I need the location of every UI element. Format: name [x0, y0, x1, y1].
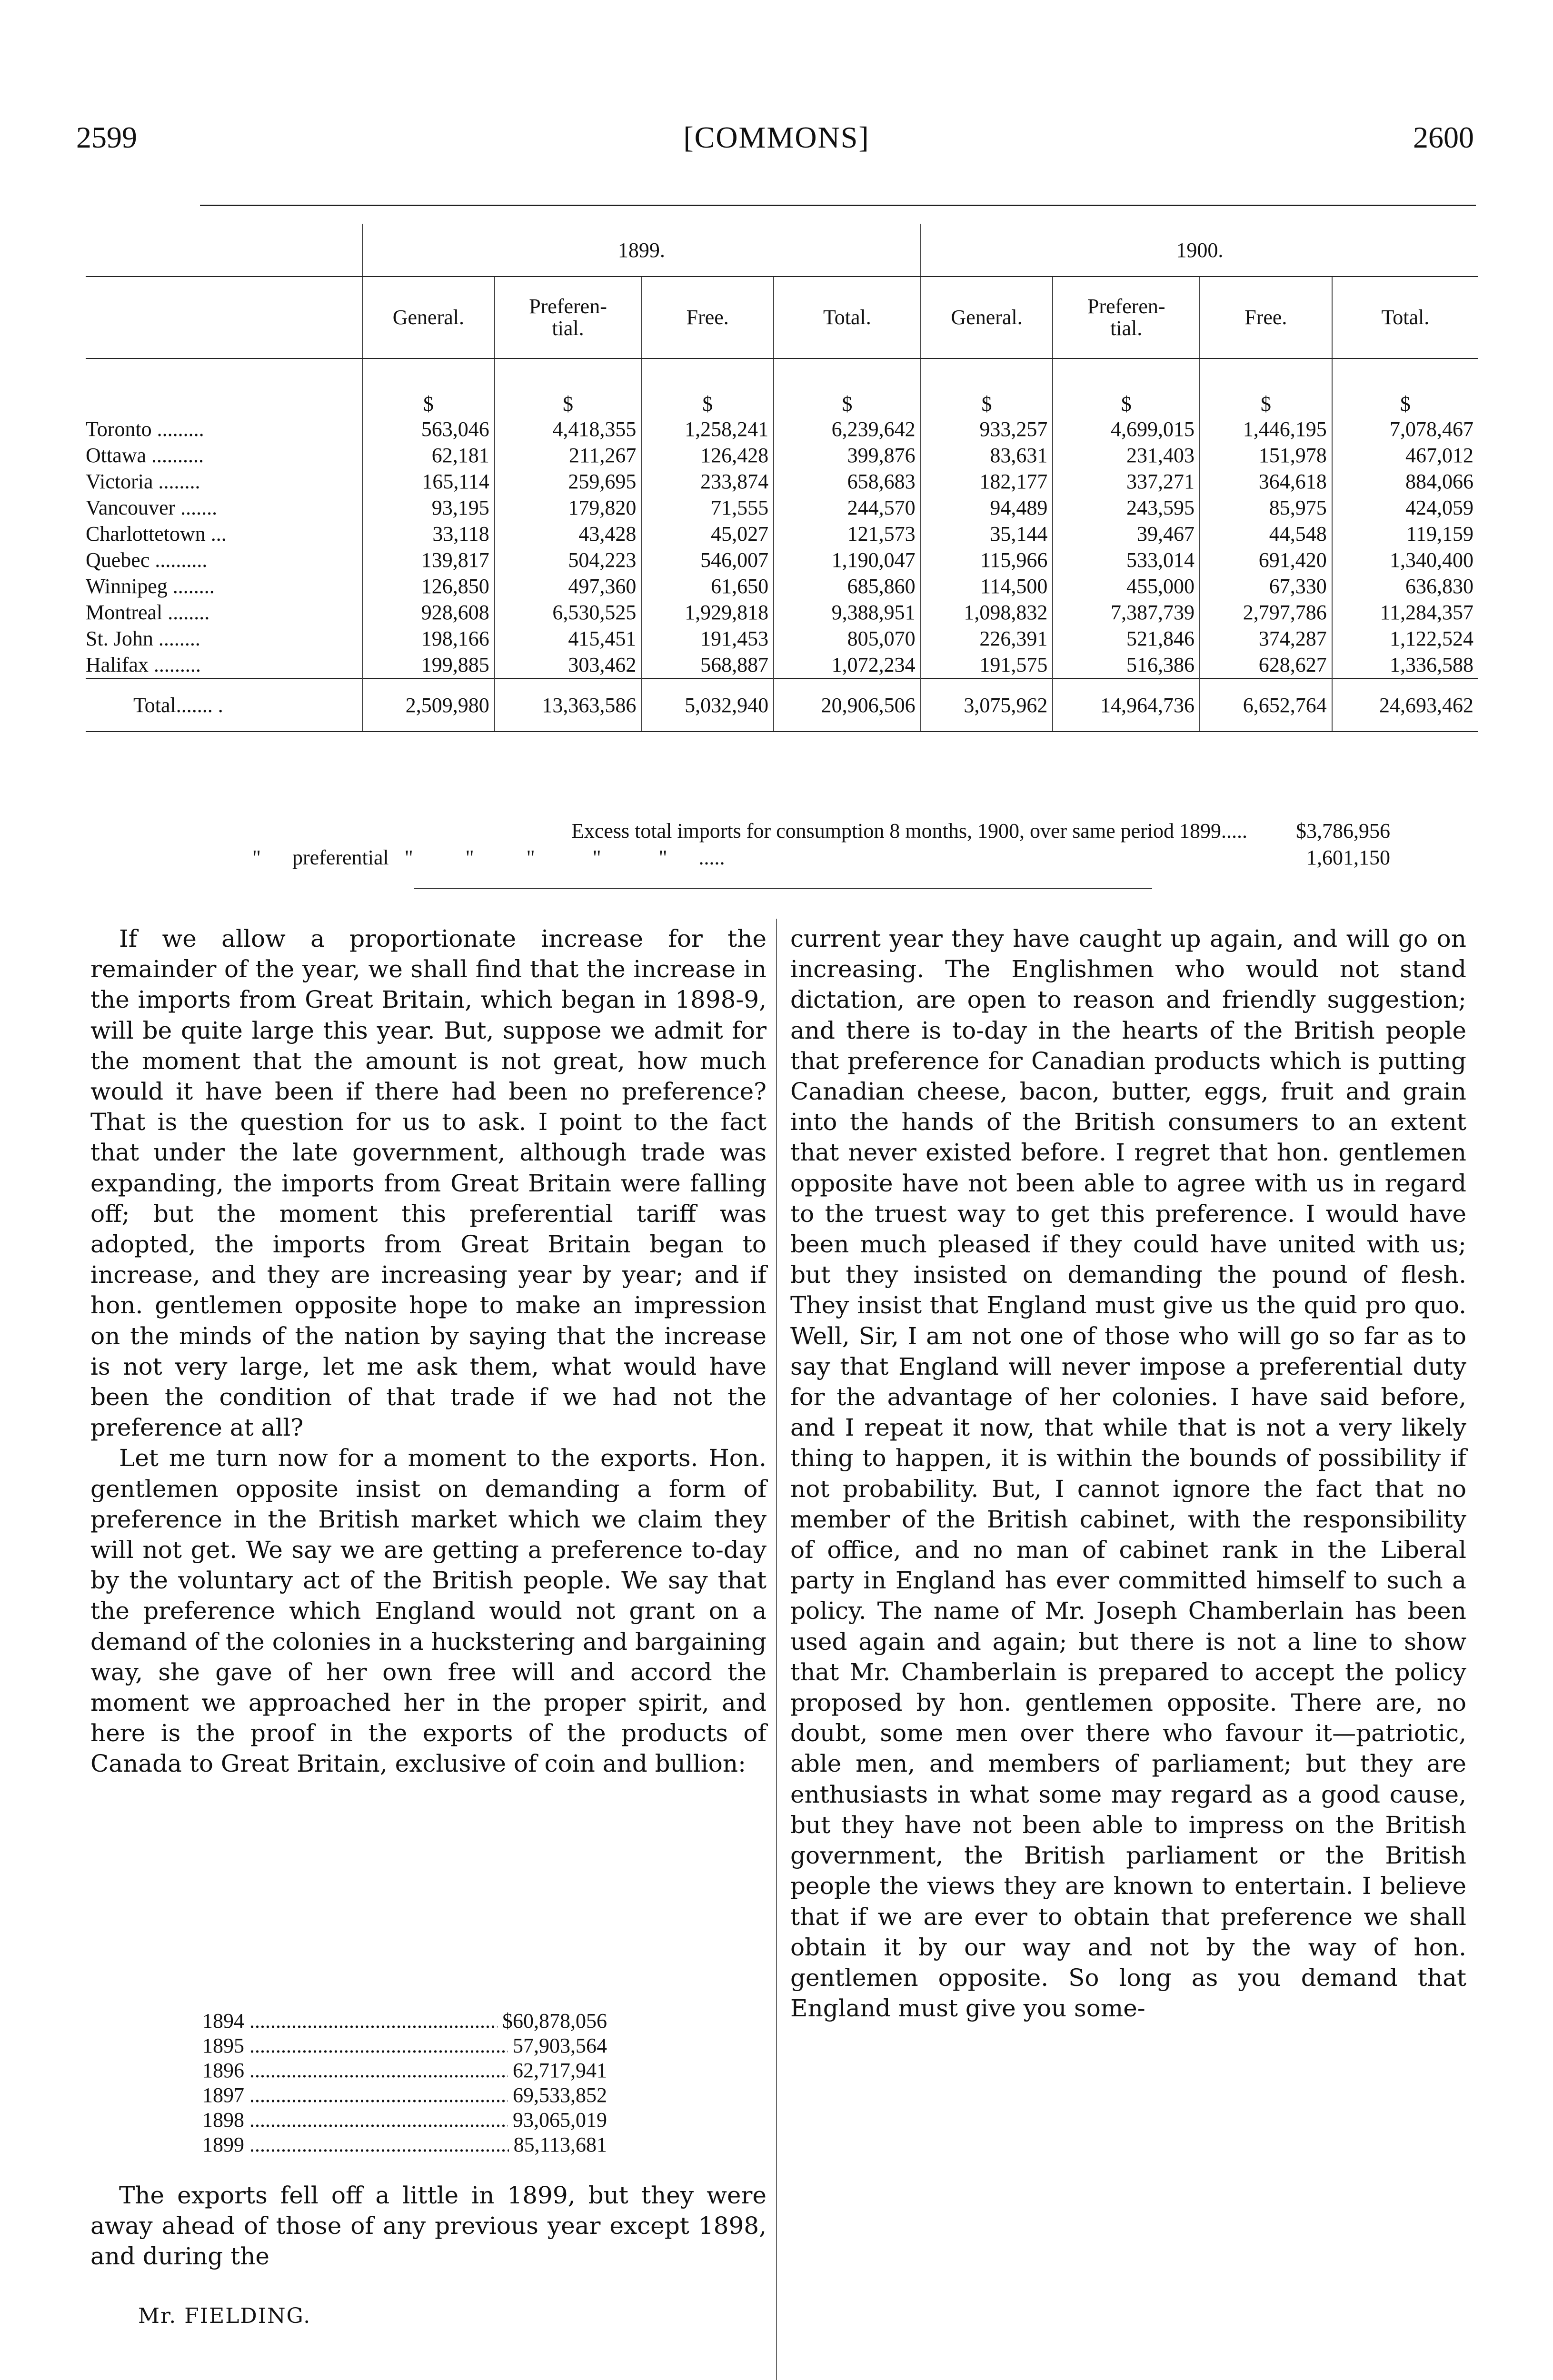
column-divider — [776, 919, 777, 2380]
column-header-row — [86, 277, 1478, 358]
total-row — [86, 678, 1478, 732]
table-cell: 243,595 — [1053, 495, 1200, 521]
excess-line1-value: $3,786,956 — [1296, 819, 1390, 843]
table-row — [86, 652, 1478, 678]
table-cell: 516,386 — [1053, 652, 1200, 678]
table-cell: 139,817 — [362, 547, 495, 573]
table-cell: 14,964,736 — [1053, 678, 1200, 732]
table-cell: 9,388,951 — [774, 599, 921, 625]
currency-symbol: $ — [774, 358, 921, 416]
city-label: Ottawa .......... — [86, 444, 204, 467]
left-column-bottom — [90, 2180, 767, 2272]
table-body — [86, 416, 1478, 732]
table-cell: 62,181 — [362, 442, 495, 468]
table-cell: 44,548 — [1200, 521, 1332, 547]
table-cell: 6,239,642 — [774, 416, 921, 442]
left-paragraph-1: If we allow a proportionate increase for the remainder of the year, we shall find that the increase in the imports from Great Britain, which began in 1898-9, will be quite large this year. But, suppose we admit for the moment that the amount is not great, how much would it have been if there had been no preference? That is the question for us to ask. I point to the fact that under the late government, although trade was expanding, the imports from Great Britain were falling off; but the moment this preferential tariff was adopted, the imports from Great Britain began to increase, and they are increasing year by year; and if hon. gentlemen opposite hope to make an impression on the minds of the nation by saying that the increase is not very large, let me ask them, what would have been the condition of that trade if we had not the preference at all? — [90, 925, 767, 1442]
export-row — [202, 2108, 607, 2132]
table-cell: 337,271 — [1053, 468, 1200, 495]
table-cell: 165,114 — [362, 468, 495, 495]
table-cell: 805,070 — [774, 625, 921, 652]
export-row — [202, 2009, 607, 2033]
table-cell: 424,059 — [1332, 495, 1478, 521]
table-row — [86, 599, 1478, 625]
table-cell: 364,618 — [1200, 468, 1332, 495]
table-cell: 20,906,506 — [774, 678, 921, 732]
table-cell: 1,190,047 — [774, 547, 921, 573]
header-rule — [200, 205, 1476, 206]
table-cell: 884,066 — [1332, 468, 1478, 495]
page-number-right: 2600 — [1413, 120, 1474, 154]
table-cell: 3,075,962 — [921, 678, 1053, 732]
table-cell: 211,267 — [495, 442, 642, 468]
page-number-left: 2599 — [76, 120, 137, 154]
table-cell: 7,387,739 — [1053, 599, 1200, 625]
table-cell: 39,467 — [1053, 521, 1200, 547]
export-year: 1897 ..... — [202, 2083, 508, 2108]
table-cell: 568,887 — [641, 652, 774, 678]
table-cell: 93,195 — [362, 495, 495, 521]
export-row — [202, 2033, 607, 2058]
table-cell: 415,451 — [495, 625, 642, 652]
table-cell: 61,650 — [641, 573, 774, 599]
table-cell: 636,830 — [1332, 573, 1478, 599]
right-paragraph-1: current year they have caught up again, and will go on increasing. The Englishmen who would not stand dictation, are open to reason and friendly suggestion; and there is to-day in the hearts of the British people that preference for Canadian products which is putting Canadian cheese, bacon, butter, eggs, fruit and grain into the hands of the British consumers to an extent that never existed before. I regret that hon. gentlemen opposite have not been able to agree with us in regard to the truest way to get this preference. I would have been much pleased if they could have united with us; but they insisted on demanding the pound of flesh. They insist that England must give us the quid pro quo. Well, Sir, I am not one of those who will go so far as to say that England will never impose a preferential duty for the advantage of her colonies. I have said before, and I repeat it now, that while that is not a very likely thing to happen, it is within the bounds of possibility if not probability. But, I cannot ignore the fact that no member of the British cabinet, with the responsibility of office, and no man of cabinet rank in the Liberal party in England has ever committed himself to such a policy. The name of Mr. Joseph Chamberlain has been used again and again; but there is not a line to show that Mr. Chamberlain is prepared to accept the policy proposed by hon. gentlemen opposite. There are, no doubt, some men over there who favour it—patriotic, able men, and members of parliament; but they are enthusiasts in what some may regard as a good cause, but they have not been able to impress on the British government, the British parliament or the British people the views they are known to entertain. I believe that if we are ever to obtain that preference we shall obtain it by our way and not by the way of hon. gentlemen opposite. So long as you demand that England must give you some- — [790, 925, 1466, 2023]
table-cell: 521,846 — [1053, 625, 1200, 652]
table-cell: 658,683 — [774, 468, 921, 495]
table-cell: 1,446,195 — [1200, 416, 1332, 442]
table-cell: 533,014 — [1053, 547, 1200, 573]
city-label: Victoria ........ — [86, 470, 200, 493]
table-cell: 504,223 — [495, 547, 642, 573]
excess-line1-label: Excess total imports for consumption 8 months, 1900, over same period 1899..... — [571, 819, 1247, 843]
table-cell: 374,287 — [1200, 625, 1332, 652]
table-cell: 233,874 — [641, 468, 774, 495]
table-cell: 1,258,241 — [641, 416, 774, 442]
table-cell: 198,166 — [362, 625, 495, 652]
export-value: 57,903,564 — [513, 2034, 607, 2057]
column-header: Total. — [1332, 277, 1478, 358]
table-cell: 399,876 — [774, 442, 921, 468]
excess-note — [200, 819, 1390, 872]
excess-rule — [414, 888, 1152, 889]
city-label: Halifax ......... — [86, 653, 201, 676]
speaker-name: Mr. FIELDING. — [138, 2304, 311, 2328]
city-label: Winnipeg ........ — [86, 575, 215, 598]
table-cell: 191,453 — [641, 625, 774, 652]
export-row — [202, 2058, 607, 2083]
column-header: General. — [362, 277, 495, 358]
city-label: Vancouver ....... — [86, 496, 218, 519]
city-label: Charlottetown ... — [86, 522, 227, 545]
table-cell: 199,885 — [362, 652, 495, 678]
export-year: 1895 ..... — [202, 2033, 508, 2058]
city-label: Montreal ........ — [86, 601, 210, 624]
table-cell: 71,555 — [641, 495, 774, 521]
table-cell: 563,046 — [362, 416, 495, 442]
table-cell: 11,284,357 — [1332, 599, 1478, 625]
table-cell: 231,403 — [1053, 442, 1200, 468]
table-cell: 67,330 — [1200, 573, 1332, 599]
left-paragraph-3: The exports fell off a little in 1899, but they were away ahead of those of any previous year except 1898, and during the — [90, 2182, 767, 2271]
currency-row — [86, 358, 1478, 416]
table-cell: 546,007 — [641, 547, 774, 573]
table-cell: 1,336,588 — [1332, 652, 1478, 678]
table-row — [86, 547, 1478, 573]
table-cell: 115,966 — [921, 547, 1053, 573]
table-cell: 85,975 — [1200, 495, 1332, 521]
table-row — [86, 625, 1478, 652]
table-cell: 2,509,980 — [362, 678, 495, 732]
column-header: Free. — [1200, 277, 1332, 358]
table-cell: 244,570 — [774, 495, 921, 521]
table-cell: 303,462 — [495, 652, 642, 678]
city-label: St. John ........ — [86, 627, 200, 650]
table-cell: 7,078,467 — [1332, 416, 1478, 442]
table-cell: 2,797,786 — [1200, 599, 1332, 625]
table-cell: 928,608 — [362, 599, 495, 625]
currency-symbol: $ — [921, 358, 1053, 416]
export-year: 1898 ..... — [202, 2108, 508, 2132]
table-row — [86, 468, 1478, 495]
table-cell: 151,978 — [1200, 442, 1332, 468]
table-cell: 6,530,525 — [495, 599, 642, 625]
table-cell: 114,500 — [921, 573, 1053, 599]
table-cell: 179,820 — [495, 495, 642, 521]
export-row — [202, 2132, 607, 2157]
column-header: Total. — [774, 277, 921, 358]
table-cell: 1,098,832 — [921, 599, 1053, 625]
currency-symbol: $ — [1200, 358, 1332, 416]
export-value: 62,717,941 — [513, 2059, 607, 2082]
table-cell: 1,340,400 — [1332, 547, 1478, 573]
currency-symbol: $ — [1053, 358, 1200, 416]
table-cell: 685,860 — [774, 573, 921, 599]
table-cell: 33,118 — [362, 521, 495, 547]
table-cell: 1,072,234 — [774, 652, 921, 678]
currency-symbol: $ — [495, 358, 642, 416]
table-row — [86, 442, 1478, 468]
table-cell: 5,032,940 — [641, 678, 774, 732]
export-year: 1896 ..... — [202, 2058, 508, 2083]
table-cell: 191,575 — [921, 652, 1053, 678]
table-cell: 94,489 — [921, 495, 1053, 521]
table-cell: 1,929,818 — [641, 599, 774, 625]
table-cell: 121,573 — [774, 521, 921, 547]
table-cell: 6,652,764 — [1200, 678, 1332, 732]
city-label: Total....... . — [86, 678, 362, 732]
table-cell: 126,428 — [641, 442, 774, 468]
currency-symbol: $ — [641, 358, 774, 416]
right-column — [790, 923, 1466, 2023]
export-value: 93,065,019 — [513, 2108, 607, 2132]
table-cell: 83,631 — [921, 442, 1053, 468]
table-cell: 45,027 — [641, 521, 774, 547]
export-year: 1894 ..... — [202, 2009, 498, 2033]
excess-line2-label: " preferential " " " " " ..... — [252, 846, 725, 869]
column-header: Preferen- tial. — [1053, 277, 1200, 358]
table-row — [86, 416, 1478, 442]
table-cell: 13,363,586 — [495, 678, 642, 732]
table-cell: 119,159 — [1332, 521, 1478, 547]
table-cell: 691,420 — [1200, 547, 1332, 573]
column-header: General. — [921, 277, 1053, 358]
table-cell: 933,257 — [921, 416, 1053, 442]
table-cell: 259,695 — [495, 468, 642, 495]
left-column-top — [90, 923, 767, 1779]
export-value: 69,533,852 — [513, 2083, 607, 2107]
city-label: Quebec .......... — [86, 548, 208, 572]
city-label: Toronto ......... — [86, 417, 204, 441]
table-cell: 455,000 — [1053, 573, 1200, 599]
excess-line2-value: 1,601,150 — [1306, 846, 1390, 869]
year-group-1900: 1900. — [921, 224, 1478, 277]
table-cell: 4,699,015 — [1053, 416, 1200, 442]
page-heading: [COMMONS] — [683, 120, 870, 154]
column-header: Free. — [641, 277, 774, 358]
table-cell: 126,850 — [362, 573, 495, 599]
export-value: $60,878,056 — [502, 2009, 607, 2033]
table-row — [86, 495, 1478, 521]
currency-symbol: $ — [362, 358, 495, 416]
year-group-1899: 1899. — [362, 224, 921, 277]
table-cell: 24,693,462 — [1332, 678, 1478, 732]
table-cell: 43,428 — [495, 521, 642, 547]
table-cell: 628,627 — [1200, 652, 1332, 678]
currency-symbol: $ — [1332, 358, 1478, 416]
left-paragraph-2: Let me turn now for a moment to the exports. Hon. gentlemen opposite insist on demanding a form of preference in the British market which we claim they will not get. We say we are getting a preference to-day by the voluntary act of the British people. We say that the preference which England would not grant on a demand of the colonies in a huckstering and bargaining way, she gave of her own free will and accord the moment we approached her in the proper spirit, and here is the proof in the exports of the products of Canada to Great Britain, exclusive of coin and bullion: — [90, 1444, 767, 1778]
column-header: Preferen- tial. — [495, 277, 642, 358]
export-row — [202, 2083, 607, 2108]
export-value: 85,113,681 — [513, 2133, 607, 2156]
export-year: 1899 ..... — [202, 2132, 509, 2157]
table-row — [86, 573, 1478, 599]
table-cell: 4,418,355 — [495, 416, 642, 442]
table-cell: 35,144 — [921, 521, 1053, 547]
table-cell: 1,122,524 — [1332, 625, 1478, 652]
table-cell: 182,177 — [921, 468, 1053, 495]
imports-table — [86, 224, 1478, 732]
exports-list — [202, 2009, 607, 2157]
table-cell: 467,012 — [1332, 442, 1478, 468]
table-cell: 226,391 — [921, 625, 1053, 652]
table-row — [86, 521, 1478, 547]
year-group-row — [86, 224, 1478, 277]
table-cell: 497,360 — [495, 573, 642, 599]
